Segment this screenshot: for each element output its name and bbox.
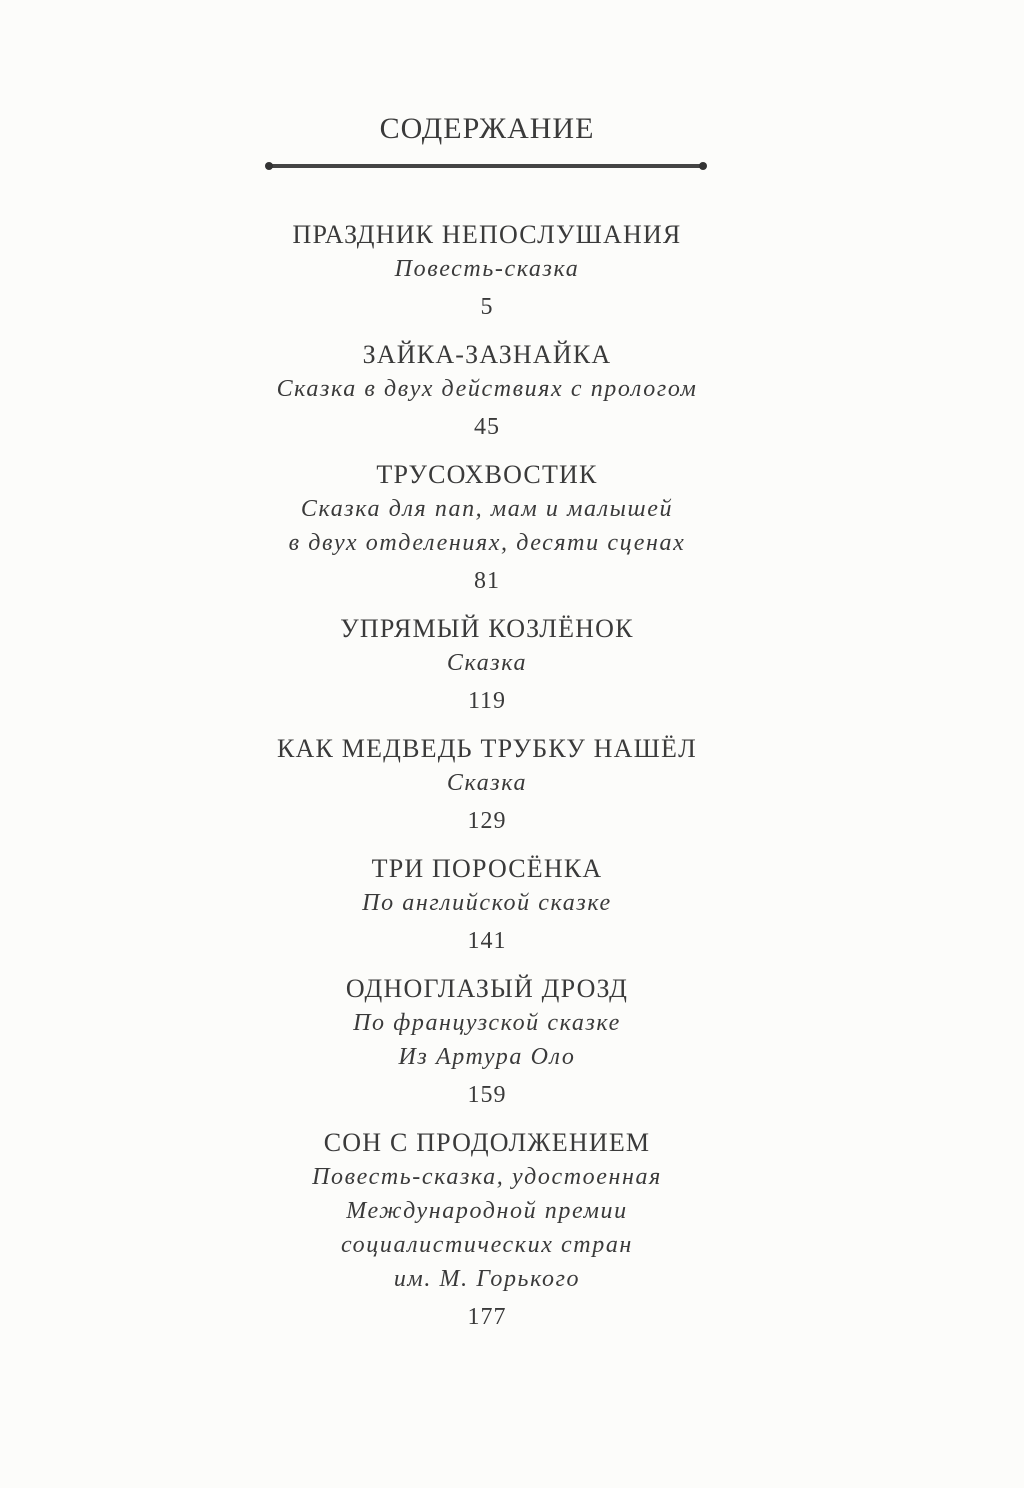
entry-title[interactable]: ЗАЙКА-ЗАЗНАЙКА (362, 340, 612, 369)
entry-subtitle: По английской сказке (362, 890, 612, 916)
entry-page-number[interactable]: 141 (467, 928, 507, 954)
toc-entry[interactable] (0, 612, 974, 720)
table-of-contents (0, 218, 974, 1348)
entry-title[interactable]: СОН С ПРОДОЛЖЕНИЕМ (323, 1128, 651, 1157)
entry-page-number[interactable]: 81 (474, 568, 500, 594)
toc-entry[interactable] (0, 972, 974, 1114)
entry-title[interactable]: УПРЯМЫЙ КОЗЛЁНОК (340, 614, 634, 643)
entry-subtitle: Сказка для пап, мам и малышей (300, 496, 674, 522)
toc-entry[interactable] (0, 218, 974, 326)
page-title: СОДЕРЖАНИЕ (379, 112, 595, 145)
entry-subtitle: Сказка (446, 770, 528, 796)
entry-page-number[interactable]: 119 (467, 688, 507, 714)
entry-title[interactable]: ОДНОГЛАЗЫЙ ДРОЗД (345, 974, 629, 1003)
entry-subtitle: Повесть-сказка (394, 256, 580, 282)
entry-subtitle: Из Артура Оло (398, 1044, 576, 1070)
toc-entry[interactable] (0, 338, 974, 446)
toc-entry[interactable] (0, 458, 974, 600)
entry-page-number[interactable]: 159 (467, 1082, 507, 1108)
entry-subtitle: им. М. Горького (393, 1266, 581, 1292)
entry-page-number[interactable]: 45 (474, 414, 500, 440)
entry-subtitle: социалистических стран (341, 1232, 633, 1258)
entry-subtitle: Сказка в двух действиях с прологом (276, 376, 698, 402)
toc-entry[interactable] (0, 732, 974, 840)
entry-page-number[interactable]: 129 (467, 808, 507, 834)
entry-title[interactable]: ПРАЗДНИК НЕПОСЛУШАНИЯ (292, 220, 682, 249)
entry-page-number[interactable]: 5 (480, 294, 494, 320)
entry-subtitle: Повесть-сказка, удостоенная (312, 1164, 662, 1190)
entry-title[interactable]: ТРУСОХВОСТИК (376, 460, 598, 489)
entry-title[interactable]: КАК МЕДВЕДЬ ТРУБКУ НАШЁЛ (277, 734, 697, 763)
entry-page-number[interactable]: 177 (467, 1304, 507, 1330)
toc-entry[interactable] (0, 852, 974, 960)
entry-subtitle: в двух отделениях, десяти сценах (288, 530, 686, 556)
entry-title[interactable]: ТРИ ПОРОСЁНКА (371, 854, 603, 883)
toc-entry[interactable] (0, 1126, 974, 1336)
entry-subtitle: По французской сказке (353, 1010, 621, 1036)
entry-subtitle: Международной премии (346, 1198, 628, 1224)
heading-divider (268, 164, 704, 168)
entry-subtitle: Сказка (446, 650, 528, 676)
